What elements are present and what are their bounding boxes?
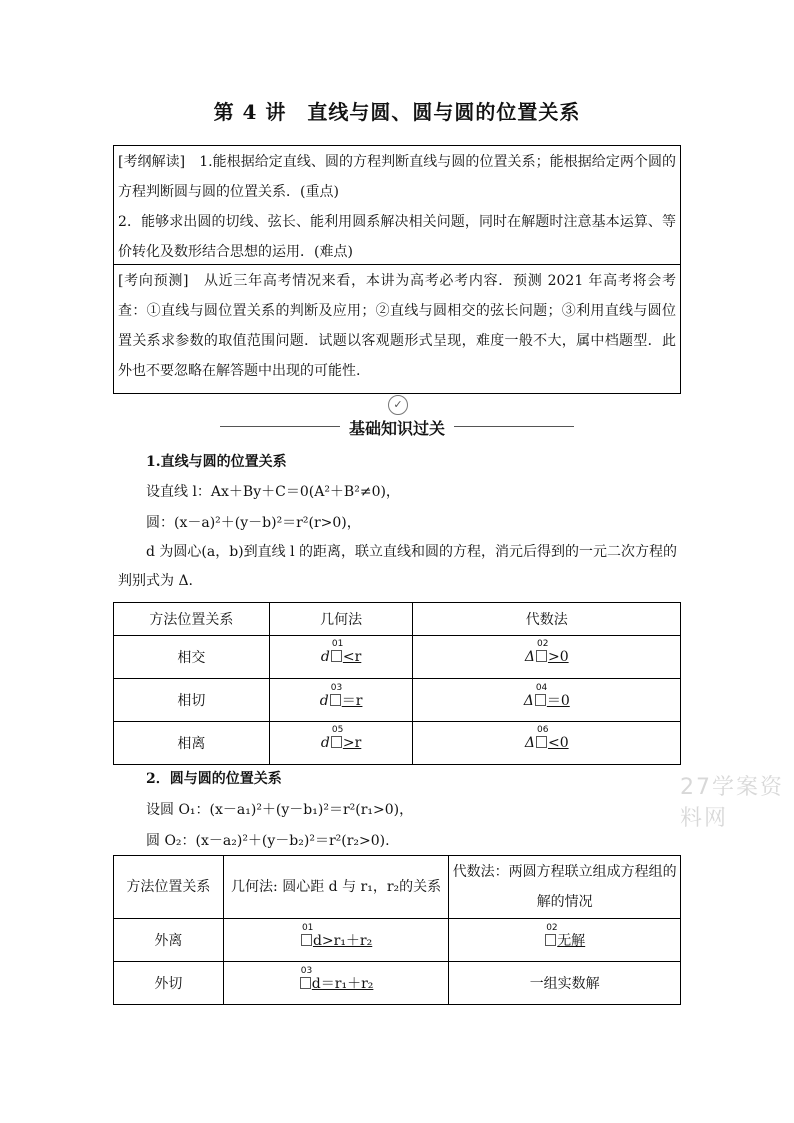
answer-blank[interactable]: [330, 683, 343, 706]
geometric-answer: <r: [342, 649, 362, 665]
answer-blank[interactable]: [300, 966, 313, 989]
geometric-cell: [269, 636, 413, 679]
logo-icon: ✓: [388, 395, 408, 415]
geometric-cell: [269, 722, 413, 765]
table-header-cell: 方法位置关系: [114, 603, 270, 636]
answer-blank[interactable]: [331, 639, 344, 662]
section1-heading: 1.直线与圆的位置关系: [146, 454, 287, 470]
geometric-answer: >r: [342, 735, 362, 751]
answer-blank[interactable]: [301, 923, 314, 946]
geometric-variable: d: [320, 649, 330, 665]
table-header-row: [114, 603, 681, 636]
divider-line-left: [220, 426, 340, 427]
table-row: [114, 636, 681, 679]
answer-blank[interactable]: [536, 725, 549, 748]
exam-outline-text-2: 2．能够求出圆的切线、弦长、能利用圆系解决相关问题，同时在解题时注意基本运算、等价转化及数形结合思想的运用．(难点): [118, 214, 676, 260]
algebraic-answer: 无解: [557, 933, 586, 949]
geometric-answer: d>r₁＋r₂: [312, 933, 373, 949]
blank-number: 02: [536, 639, 549, 649]
circle-circle-table: [113, 855, 681, 1005]
table-header-cell: 几何法: [269, 603, 413, 636]
blank-number: 01: [301, 923, 314, 933]
algebraic-variable: Δ: [524, 735, 535, 751]
answer-blank[interactable]: [331, 725, 344, 748]
algebraic-variable: Δ: [524, 649, 535, 665]
algebraic-answer: <0: [547, 735, 569, 751]
answer-blank[interactable]: [545, 923, 558, 946]
section-divider: [220, 395, 574, 445]
section1-line-equation: 设直线 l：Ax＋By＋C＝0(A²＋B²≠0)，: [146, 484, 400, 500]
blank-number: 05: [331, 725, 344, 735]
algebraic-cell: [413, 722, 681, 765]
section2-heading: 2．圆与圆的位置关系: [146, 771, 282, 787]
geometric-cell: [223, 919, 449, 962]
table-row: [114, 919, 681, 962]
geometric-variable: d: [320, 735, 330, 751]
section2-circle1-equation: 设圆 O₁：(x－a₁)²＋(y－b₁)²＝r²(r₁>0)，: [146, 802, 414, 818]
exam-forecast-text: [考向预测] 从近三年高考情况来看，本讲为高考必考内容．预测 2021 年高考将会考查：①直线与圆位置关系的判断及应用；②直线与圆相交的弦长问题；③利用直线与圆位置关系求参数的取值范围问题．试题以客观题形式呈现，难度一般不大，属中档题型．此外也不要忽略在解答题中出现的可能性.: [118, 273, 676, 379]
geometric-answer: d＝r₁＋r₂: [311, 976, 374, 992]
blank-number: 02: [546, 923, 558, 933]
algebraic-cell: [413, 679, 681, 722]
table-header-cell: 代数法: [413, 603, 681, 636]
section2-circle2-equation: 圆 O₂：(x－a₂)²＋(y－b₂)²＝r²(r₂>0).: [146, 833, 390, 849]
divider-label: 基础知识过关: [348, 419, 445, 438]
divider-line-right: [454, 426, 574, 427]
answer-blank[interactable]: [535, 683, 548, 706]
relation-cell: 相离: [114, 722, 270, 765]
blank-number: 03: [330, 683, 343, 693]
table-header-cell: 方法位置关系: [114, 856, 224, 919]
section1-circle-equation: 圆：(x－a)²＋(y－b)²＝r²(r>0)，: [146, 515, 361, 531]
table-row: [114, 679, 681, 722]
blank-number: 03: [300, 966, 313, 976]
algebraic-cell: 一组实数解: [449, 962, 681, 1005]
relation-cell: 外切: [114, 962, 224, 1005]
relation-cell: 相切: [114, 679, 270, 722]
blank-number: 01: [331, 639, 344, 649]
table-header-cell: 几何法: 圆心距 d 与 r₁，r₂的关系: [223, 856, 449, 919]
table-row: [114, 962, 681, 1005]
relation-cell: 相交: [114, 636, 270, 679]
geometric-variable: d: [319, 693, 329, 709]
algebraic-cell: [413, 636, 681, 679]
geometric-cell: [269, 679, 413, 722]
line-circle-table: [113, 602, 681, 765]
geometric-cell: [223, 962, 449, 1005]
answer-blank[interactable]: [536, 639, 549, 662]
exam-outline-text-1: [考纲解读] 1.能根据给定直线、圆的方程判断直线与圆的位置关系；能根据给定两个圆的方程判断圆与圆的位置关系．(重点): [118, 154, 676, 200]
exam-outline-text: [114, 146, 680, 267]
table-header-row: [114, 856, 681, 919]
watermark: 27学案资料网: [680, 775, 784, 831]
blank-number: 04: [535, 683, 548, 693]
blank-number: 06: [536, 725, 549, 735]
exam-outline-box: [113, 145, 681, 265]
geometric-answer: ＝r: [341, 693, 363, 709]
algebraic-variable: Δ: [523, 693, 534, 709]
section1-paragraph: d 为圆心(a，b)到直线 l 的距离，联立直线和圆的方程，消元后得到的一元二次方程的判别式为 Δ.: [118, 544, 678, 589]
page-title: 第 4 讲 直线与圆、圆与圆的位置关系: [213, 100, 581, 124]
algebraic-answer: >0: [547, 649, 569, 665]
table-row: [114, 722, 681, 765]
algebraic-cell: [449, 919, 681, 962]
algebraic-answer: ＝0: [546, 693, 570, 709]
exam-forecast-box: [113, 265, 681, 394]
table-header-cell: 代数法：两圆方程联立组成方程组的解的情况: [449, 856, 681, 919]
relation-cell: 外离: [114, 919, 224, 962]
